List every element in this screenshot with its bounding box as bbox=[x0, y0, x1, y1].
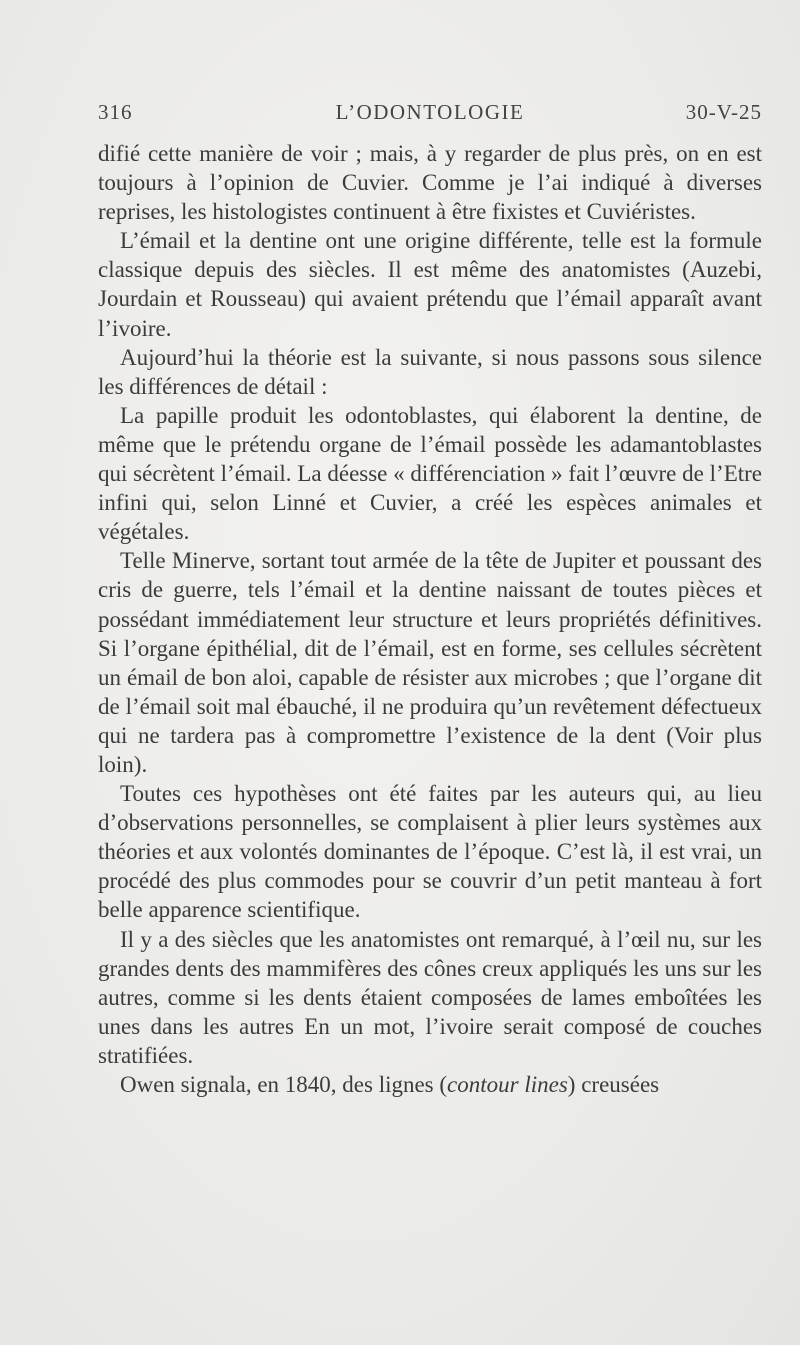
paragraph: L’émail et la dentine ont une origine différente, telle est la formule classique depuis des siècles. Il est même des anatomistes (Auzebi, Jourdain et Rousseau) qui avaient prétendu que l’émail apparaît avant l’ivoire. bbox=[98, 228, 762, 341]
paragraph: Telle Minerve, sortant tout armée de la tête de Jupiter et poussant des cris de guerre, tels l’émail et la dentine naissant de toutes pièces et possédant immédiatement leur structure et leurs propriétés définitives. Si l’organe épithélial, dit de l’émail, est en forme, ses cellules sécrètent un émail de bon aloi, capable de résister aux microbes ; que l’organe dit de l’émail soit mal ébauché, il ne produira qu’un revêtement défectueux qui ne tardera pas à compromettre l’existence de la dent (Voir plus loin). bbox=[98, 548, 762, 777]
page-number: 316 bbox=[98, 100, 133, 124]
italic-term: contour lines bbox=[447, 1072, 568, 1097]
paragraph: difié cette manière de voir ; mais, à y regarder de plus près, on en est toujours à l’opinion de Cuvier. Comme je l’ai indiqué à diverses reprises, les histologistes continuent à être fixistes et Cuviéristes. bbox=[98, 141, 762, 225]
paragraph: La papille produit les odontoblastes, qui élaborent la dentine, de même que le prétendu organe de l’émail possède les adamantoblastes qui sécrètent l’émail. La déesse « différenciation » fait l’œuvre de l’Etre infini qui, selon Linné et Cuvier, a créé les espèces animales et végétales. bbox=[98, 402, 762, 545]
paragraph: Toutes ces hypothèses ont été faites par les auteurs qui, au lieu d’observations personnelles, se complaisent à plier leurs systèmes aux théories et aux volontés dominantes de l’époque. C’est là, il est vrai, un procédé des plus commodes pour se couvrir d’un petit manteau à fort belle apparence scientifique. bbox=[98, 781, 762, 923]
issue-date: 30-V-25 bbox=[685, 100, 762, 124]
paragraph: Il y a des siècles que les anatomistes ont remarqué, à l’œil nu, sur les grandes dents des mammifères des cônes creux appliqués les uns sur les autres, comme si les dents étaient composées de lames emboîtées les unes dans les autres En un mot, l’ivoire serait composé de couches stratifiées. bbox=[98, 926, 762, 1068]
paragraph: Aujourd’hui la théorie est la suivante, si nous passons sous silence les différences de détail : bbox=[98, 344, 762, 399]
text-run: Owen signala, en 1840, des lignes ( bbox=[120, 1072, 448, 1097]
running-title: L’ODONTOLOGIE bbox=[335, 100, 525, 124]
running-header bbox=[98, 100, 762, 130]
text-run: ) creusées bbox=[567, 1072, 660, 1097]
body-text bbox=[98, 139, 762, 1099]
paragraph-last bbox=[98, 1070, 762, 1099]
